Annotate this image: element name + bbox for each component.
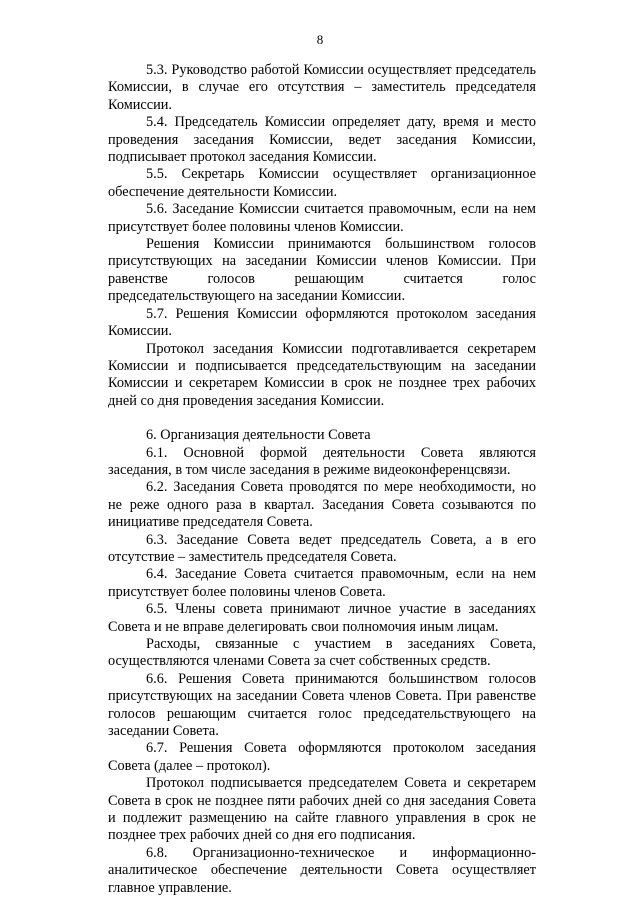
paragraph-6-4: 6.4. Заседание Совета считается правомочным, если на нем присутствует более половины членов Совета. [108,566,536,600]
page-number: 8 [316,32,324,47]
paragraph-5-7: 5.7. Решения Комиссии оформляются протоколом заседания Комиссии. [108,305,536,340]
paragraph-6-2: 6.2. Заседания Совета проводятся по мере необходимости, но не реже одного раза в квартал. Заседания Совета созываются по инициативе председателя Совета. [108,479,536,531]
paragraph-5-6: 5.6. Заседание Комиссии считается правомочным, если на нем присутствует более половины членов Комиссии. [108,201,536,235]
paragraph-6-1: 6.1. Основной формой деятельности Совета являются заседания, в том числе заседания в режиме видеоконференцсвязи. [108,444,536,478]
paragraph-6-3: 6.3. Заседание Совета ведет председатель Совета, а в его отсутствие – заместитель председателя Совета. [108,531,536,565]
paragraph-6-5: 6.5. Члены совета принимают личное участие в заседаниях Совета и не вправе делегировать свои полномочия иным лицам. [108,601,536,635]
paragraph-council-expenses: Расходы, связанные с участием в заседаниях Совета, осуществляются членами Совета за счет собственных средств. [108,636,536,670]
paragraph-6-7: 6.7. Решения Совета оформляются протоколом заседания Совета (далее – протокол). [108,740,536,774]
paragraph-5-3: 5.3. Руководство работой Комиссии осуществляет председатель Комиссии, в случае его отсутствия – заместитель председателя Комиссии. [108,62,536,113]
paragraph-6-6: 6.6. Решения Совета принимаются большинством голосов присутствующих на заседании Совета членов Совета. При равенстве голосов решающим считается голос председательствующего на заседании Совета. [108,670,536,740]
document-body [108,62,536,897]
section-6-heading: 6. Организация деятельности Совета [146,427,371,444]
paragraph-council-protocol: Протокол подписывается председателем Совета и секретарем Совета в срок не позднее пяти рабочих дней со дня заседания Совета и подлежит размещению на сайте главного управления в срок не позднее трех рабочих дней со дня его подписания. [108,775,536,844]
paragraph-5-5: 5.5. Секретарь Комиссии осуществляет организационное обеспечение деятельности Комиссии. [108,166,536,200]
paragraph-commission-decisions: Решения Комиссии принимаются большинством голосов присутствующих на заседании Комиссии членов Комиссии. При равенстве голосов решающим считается голос председательствующего на заседании Комиссии. [108,236,536,305]
paragraph-5-4: 5.4. Председатель Комиссии определяет дату, время и место проведения заседания Комиссии, ведет заседания Комиссии, подписывает протокол заседания Комиссии. [108,114,536,166]
paragraph-commission-protocol: Протокол заседания Комиссии подготавливается секретарем Комиссии и подписывается председательствующим на заседании Комиссии и секретарем Комиссии в срок не позднее трех рабочих дней со дня проведения заседания Комиссии. [108,340,536,409]
paragraph-6-8: 6.8. Организационно-техническое и информационно-аналитическое обеспечение деятельности Совета осуществляет главное управление. [108,844,536,896]
